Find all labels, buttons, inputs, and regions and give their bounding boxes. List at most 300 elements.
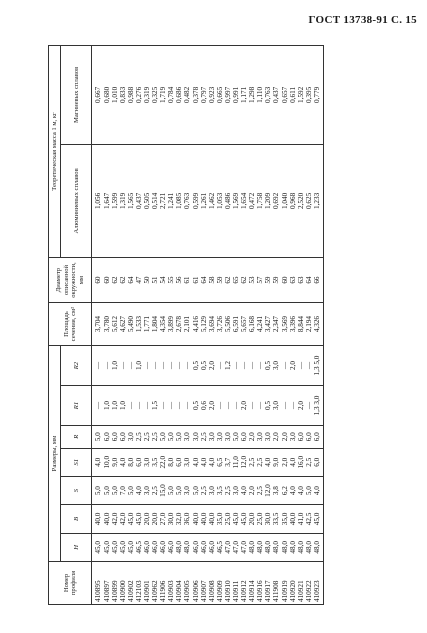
table-cell: 4,0	[199, 457, 208, 467]
table-cell: 410911	[232, 580, 240, 602]
table-cell: 46,0	[207, 541, 216, 554]
header-profile-number: Номер профиля	[49, 562, 92, 605]
table-cell: 51	[151, 276, 160, 284]
column-magnesium	[92, 46, 324, 145]
table-cell: 410922	[304, 580, 313, 602]
table-cell: 0,692	[272, 192, 281, 209]
table-cell: 6,0	[304, 432, 313, 442]
table-cell: 1,565	[126, 192, 135, 209]
table-cell: —	[175, 361, 184, 370]
table-cell: 0,657	[280, 86, 289, 103]
header-magnesium: Магниевых сплавов	[61, 46, 92, 145]
table-cell: —	[175, 401, 184, 410]
table-cell: 410907	[199, 580, 208, 602]
table-cell: 56	[175, 276, 184, 284]
table-cell: 4,0	[296, 486, 305, 496]
table-cell: 25,0	[223, 512, 232, 526]
table-cell: 1,298	[248, 86, 257, 103]
table-cell: 4,0	[288, 486, 297, 496]
table-cell: 45,0	[102, 541, 111, 554]
table-cell: 0,923	[207, 86, 216, 103]
table-cell: 62	[223, 276, 232, 284]
table-cell: —	[126, 361, 135, 370]
table-cell: 5,490	[126, 315, 135, 333]
table-cell: 6,0	[312, 457, 321, 467]
table-cell: 3,899	[167, 315, 176, 333]
table-cell: 30,0	[264, 512, 273, 526]
header-circle-diameter: Диаметр описанной окружности, мм	[49, 258, 92, 303]
table-cell: 410908	[207, 580, 216, 602]
table-cell: 41,0	[296, 512, 305, 526]
table-cell: 1,647	[102, 192, 111, 209]
table-cell: 2,5	[151, 432, 160, 442]
table-cell: 48,0	[272, 541, 281, 554]
table-cell: 48,0	[288, 541, 297, 554]
table-cell: 45,0	[126, 541, 135, 554]
table-cell: 1,053	[215, 192, 224, 209]
table-cell: 412103	[134, 580, 143, 602]
table-cell: 2,5	[304, 457, 313, 467]
table-cell: 47,0	[232, 541, 240, 554]
table-cell: 3,5	[215, 486, 224, 496]
table-cell: 410905	[183, 580, 192, 602]
table-cell: 4,0	[118, 457, 127, 467]
table-cell: 1,0	[118, 401, 127, 411]
table-cell: 54	[159, 276, 168, 284]
table-cell: 64	[199, 276, 208, 284]
table-cell: 410899	[110, 580, 119, 602]
table-cell: 3,5	[151, 457, 160, 467]
table-cell: 0,833	[118, 86, 127, 103]
column-S1	[92, 448, 324, 476]
table-cell: 46,0	[151, 541, 160, 554]
table-cell: 47,0	[240, 541, 249, 554]
table-cell: 2,0	[272, 432, 281, 442]
table-cell: 4,241	[256, 315, 265, 333]
table-cell: 5,0	[304, 486, 313, 496]
table-cell: 0,599	[191, 192, 200, 209]
table-cell: 410923	[312, 580, 321, 602]
table-cell: 0,665	[215, 86, 224, 103]
table-cell: —	[151, 361, 160, 370]
table-cell: 0,988	[126, 86, 135, 103]
table-cell: 3,0	[272, 361, 281, 371]
table-cell: 6,2	[280, 486, 289, 496]
table-cell: 410962	[151, 580, 160, 602]
table-cell: 59	[215, 276, 224, 284]
table-cell: 25,0	[256, 512, 265, 526]
table-cell: 1,171	[240, 86, 249, 103]
table-cell: 410917	[264, 580, 273, 602]
table-cell: 57	[256, 276, 265, 284]
table-cell: 3,780	[102, 315, 111, 333]
table-cell: 59	[272, 276, 281, 284]
table-cell: 42,5	[304, 512, 313, 526]
header-mass-group: Теоретическая масса 1 м, кг	[49, 46, 61, 258]
table-cell: 40,0	[94, 512, 103, 526]
table-cell: 33,5	[272, 512, 281, 526]
table-cell: 1,804	[151, 315, 160, 333]
column-area	[92, 303, 324, 346]
table-cell: 1,0	[134, 361, 143, 371]
table-cell: 45,0	[240, 512, 249, 526]
column-R2	[92, 346, 324, 386]
table-cell: 5,0	[94, 486, 103, 496]
table-cell: 30,0	[167, 512, 176, 526]
table-cell: 2,5	[199, 486, 208, 496]
table-cell: —	[94, 361, 103, 370]
table-cell: 20,0	[248, 512, 257, 526]
table-cell: 59	[264, 276, 273, 284]
table-cell: 410920	[288, 580, 297, 602]
table-cell: 5,0	[102, 486, 111, 496]
table-cell: —	[142, 361, 151, 370]
table-cell: 3,0	[223, 432, 232, 442]
table-cell: 3,427	[264, 315, 273, 333]
table-cell: 410910	[223, 580, 232, 602]
table-cell: 4,0	[288, 457, 297, 467]
table-cell: 0,5	[199, 361, 208, 371]
table-cell: 45,0	[110, 541, 119, 554]
table-cell: —	[167, 361, 176, 370]
table-cell: 0,680	[102, 86, 111, 103]
table-cell: 6,0	[118, 432, 127, 442]
table-cell: 61	[191, 276, 200, 284]
table-cell: 3,8	[272, 486, 281, 496]
table-cell: 410916	[256, 580, 265, 602]
table-cell: 1,241	[167, 192, 176, 209]
table-cell: 48,0	[280, 541, 289, 554]
table-cell: 0,667	[94, 86, 103, 103]
table-cell: —	[167, 401, 176, 410]
table-cell: —	[240, 361, 249, 370]
column-aluminum	[92, 144, 324, 257]
table-cell: —	[256, 401, 265, 410]
table-cell: 1,758	[256, 192, 265, 209]
table-cell: 8,0	[126, 457, 135, 467]
table-cell: 64	[304, 276, 313, 284]
table-cell: 8,844	[296, 315, 305, 333]
table-cell: 3,0	[288, 432, 297, 442]
table-cell: —	[183, 401, 192, 410]
table-cell: 2,5	[248, 457, 257, 467]
table-cell: 64	[126, 276, 135, 284]
table-cell: 4,0	[207, 457, 216, 467]
table-cell: 62	[240, 276, 249, 284]
table-cell: 0,763	[264, 86, 273, 103]
table-cell: 12,0	[264, 484, 273, 497]
table-cell: 1,569	[232, 192, 240, 209]
table-cell: 1,654	[240, 192, 249, 209]
table-cell: 0,482	[183, 86, 192, 103]
table-cell: 48,0	[175, 541, 184, 554]
table-cell: 4,326	[312, 315, 321, 333]
table-cell: 3,0	[256, 432, 265, 442]
table-cell: 0,5	[264, 361, 273, 371]
table-cell: 20,0	[142, 512, 151, 526]
table-cell: 3,0	[183, 432, 192, 442]
table-cell: 3,0	[272, 401, 281, 411]
table-cell: 410901	[142, 580, 151, 602]
table-cell: 45,0	[312, 512, 321, 526]
table-cell: 2,5	[256, 486, 265, 496]
column-R1	[92, 386, 324, 426]
table-cell: 36,0	[183, 512, 192, 526]
table-cell: 0,472	[248, 192, 257, 209]
table-cell: 410912	[240, 580, 249, 602]
table-cell: 45,0	[134, 512, 143, 526]
table-cell: 1,533	[134, 315, 143, 333]
column-R	[92, 426, 324, 449]
table-cell: 2,0	[288, 361, 297, 371]
table-cell: 6,168	[248, 315, 257, 333]
table-cell: 4,416	[191, 315, 200, 333]
table-cell: 1,599	[110, 192, 119, 209]
table-cell: 2,678	[175, 315, 184, 333]
column-profile-number	[92, 562, 324, 605]
column-B	[92, 505, 324, 533]
table-cell: 42,0	[118, 512, 127, 526]
table-cell: 61	[183, 276, 192, 284]
table-cell: 1,110	[256, 86, 265, 103]
table-cell: 1,771	[142, 315, 151, 333]
table-cell: 6,0	[240, 432, 249, 442]
header-R2: R2	[61, 346, 92, 386]
table-cell: 2,347	[272, 315, 281, 333]
page-header: ГОСТ 13738-91 С. 15	[308, 14, 417, 26]
table-cell: 410921	[296, 580, 305, 602]
table-cell: 2,0	[207, 401, 216, 411]
table-cell: 3,0	[142, 457, 151, 467]
column-H	[92, 533, 324, 561]
table-cell: 63	[296, 276, 305, 284]
table-cell: 46,5	[134, 541, 143, 554]
table-cell: 1,462	[207, 192, 216, 209]
table-cell: 47,0	[223, 541, 232, 554]
table-cell: —	[94, 401, 103, 410]
header-R: R	[61, 426, 92, 449]
table-cell: 3,0	[232, 486, 240, 496]
table-cell: 0,437	[134, 192, 143, 209]
table-cell: 27,0	[159, 512, 168, 526]
table-cell: 63	[288, 276, 297, 284]
table-cell: 1,085	[175, 192, 184, 209]
table-cell: —	[215, 401, 224, 410]
table-cell: 12,0	[240, 455, 249, 469]
table-cell: 40,0	[102, 512, 111, 526]
table-cell: 0,395	[304, 86, 313, 103]
table-cell: 4,0	[134, 486, 143, 496]
table-cell: 66	[312, 276, 321, 284]
table-cell: 9,0	[272, 457, 281, 467]
table-cell: 410906	[191, 580, 200, 602]
table-cell: 0,514	[151, 192, 160, 209]
table-cell: —	[142, 401, 151, 410]
table-cell: 48,0	[312, 541, 321, 554]
table-cell: 5,612	[110, 315, 119, 333]
table-cell: 5,0	[167, 432, 176, 442]
table-cell: 16,0	[296, 455, 305, 469]
table-cell: 48,0	[304, 541, 313, 554]
table-cell: 40,0	[199, 512, 208, 526]
table-cell: 53	[248, 276, 257, 284]
table-cell: 10,0	[102, 455, 111, 469]
header-S1: S1	[61, 448, 92, 476]
table-cell: 22,0	[159, 455, 168, 469]
table-cell: 2,5	[199, 432, 208, 442]
table-cell: 0,611	[288, 86, 297, 103]
table-cell: 5,0	[110, 486, 119, 496]
table-cell: 5,129	[199, 315, 208, 333]
table-cell: 410909	[215, 580, 224, 602]
table-cell: 1,2	[223, 361, 232, 371]
table-cell: 410919	[280, 580, 289, 602]
table-cell: 0,5	[191, 361, 200, 371]
table-cell: 2,0	[207, 361, 216, 371]
table-cell: 45,0	[118, 541, 127, 554]
table-cell: 32,0	[175, 512, 184, 526]
table-cell: 47	[134, 276, 143, 284]
table-body-row	[92, 46, 324, 605]
table-cell: —	[248, 361, 257, 370]
table-cell: 5,0	[191, 486, 200, 496]
table-cell: 7,0	[118, 486, 127, 496]
table-cell: 0,625	[304, 192, 313, 209]
header-dimensions-group: Размеры, мм	[49, 346, 61, 562]
table-cell: —	[159, 401, 168, 410]
table-cell: —	[304, 361, 313, 370]
table-cell: 35,0	[215, 512, 224, 526]
table-cell: 410900	[118, 580, 127, 602]
table-cell: 2,0	[280, 457, 289, 467]
table-cell: 410914	[248, 580, 257, 602]
header-R1: R1	[61, 386, 92, 426]
table-cell: 65	[232, 276, 240, 284]
table-cell: 5,0	[159, 432, 168, 442]
table-cell: 3,396	[288, 315, 297, 333]
table-cell: 1,0	[110, 361, 119, 371]
table-cell: 0,784	[167, 86, 176, 103]
table-cell: —	[183, 361, 192, 370]
table-cell: 45,0	[94, 541, 103, 554]
table-cell: 2,0	[240, 401, 249, 411]
table-cell: 4,0	[312, 486, 321, 496]
table-cell: 411908	[272, 580, 281, 602]
table-cell: 6,5	[215, 457, 224, 467]
table-cell: 0,686	[175, 86, 184, 103]
table-cell: 1,0	[110, 401, 119, 411]
table-cell: 20,0	[151, 512, 160, 526]
table-cell: —	[288, 401, 297, 410]
table-cell: 6,0	[134, 457, 143, 467]
table-cell: 1,0	[102, 401, 111, 411]
table-cell: 2,5	[256, 457, 265, 467]
table-cell: 0,325	[151, 86, 160, 103]
table-cell: 2,0	[280, 432, 289, 442]
table-cell: 0,797	[199, 86, 208, 103]
header-S: S	[61, 476, 92, 504]
table-cell: 45,0	[126, 512, 135, 526]
table-cell: 9,0	[110, 457, 119, 467]
table-cell: 410902	[126, 580, 135, 602]
table-cell: —	[232, 361, 240, 370]
table-cell: 2,5	[134, 432, 143, 442]
table-cell: —	[126, 401, 135, 410]
table-cell: 55	[167, 276, 176, 284]
table-cell: 5,506	[223, 315, 232, 333]
table-cell: 0,5	[191, 401, 200, 411]
table-cell: 50	[142, 276, 151, 284]
column-circle-diameter	[92, 258, 324, 303]
table-cell: 2,5	[223, 486, 232, 496]
table-cell: 6,0	[175, 457, 184, 467]
table-cell: 0,437	[272, 86, 281, 103]
table-cell: 0,763	[183, 192, 192, 209]
table-cell: 4,627	[118, 315, 127, 333]
header-B: B	[61, 505, 92, 533]
table-cell: 6,0	[102, 432, 111, 442]
table-cell: 6,0	[296, 432, 305, 442]
rotated-table-wrapper	[48, 45, 398, 605]
column-S	[92, 476, 324, 504]
table-cell: 6,0	[312, 432, 321, 442]
table-cell: 48,0	[264, 541, 273, 554]
table-cell: 0,486	[223, 192, 232, 209]
table-cell: —	[102, 361, 111, 370]
table-cell: —	[280, 401, 289, 410]
table-cell: 60	[102, 276, 111, 284]
table-cell: 0,6	[199, 401, 208, 411]
table-cell: 5,0	[175, 432, 184, 442]
table-cell: 5,0	[232, 432, 240, 442]
table-cell: 3,0	[142, 486, 151, 496]
table-cell: —	[232, 401, 240, 410]
table-cell: 1,209	[264, 192, 273, 209]
table-cell: 410904	[175, 580, 184, 602]
table-cell: 3,7	[223, 457, 232, 467]
table-cell: 5,657	[240, 315, 249, 333]
table-cell: 6,591	[232, 315, 240, 333]
table-cell: 2,101	[183, 315, 192, 333]
table-cell: 1,319	[118, 192, 127, 209]
table-cell: 8,0	[167, 457, 176, 467]
table-cell: 3,704	[94, 315, 103, 333]
table-cell: 1,040	[280, 192, 289, 209]
table-cell: 5,0	[175, 486, 184, 496]
table-cell: —	[215, 361, 224, 370]
table-cell: 3,694	[207, 315, 216, 333]
header-aluminum: Алюминиевых сплавов	[61, 144, 92, 257]
table-cell: 0,276	[134, 86, 143, 103]
table-cell: 11,0	[232, 456, 240, 469]
table-cell: 3,0	[215, 432, 224, 442]
table-cell: 2,194	[304, 315, 313, 333]
table-cell: 2,721	[159, 192, 168, 209]
table-cell: 6,0	[110, 432, 119, 442]
table-cell: 3,0	[264, 432, 273, 442]
table-cell: 48,0	[256, 541, 265, 554]
table-cell: 4,354	[159, 315, 168, 333]
table-cell: 1,010	[110, 86, 119, 103]
table-cell: 1,261	[199, 192, 208, 209]
table-cell: 1,592	[296, 86, 305, 103]
table-cell: 1,5	[151, 401, 160, 411]
table-cell: 60	[94, 276, 103, 284]
table-cell: 411906	[159, 580, 168, 602]
table-cell: 62	[118, 276, 127, 284]
table-cell: 62	[110, 276, 119, 284]
table-cell: 2,520	[296, 192, 305, 209]
